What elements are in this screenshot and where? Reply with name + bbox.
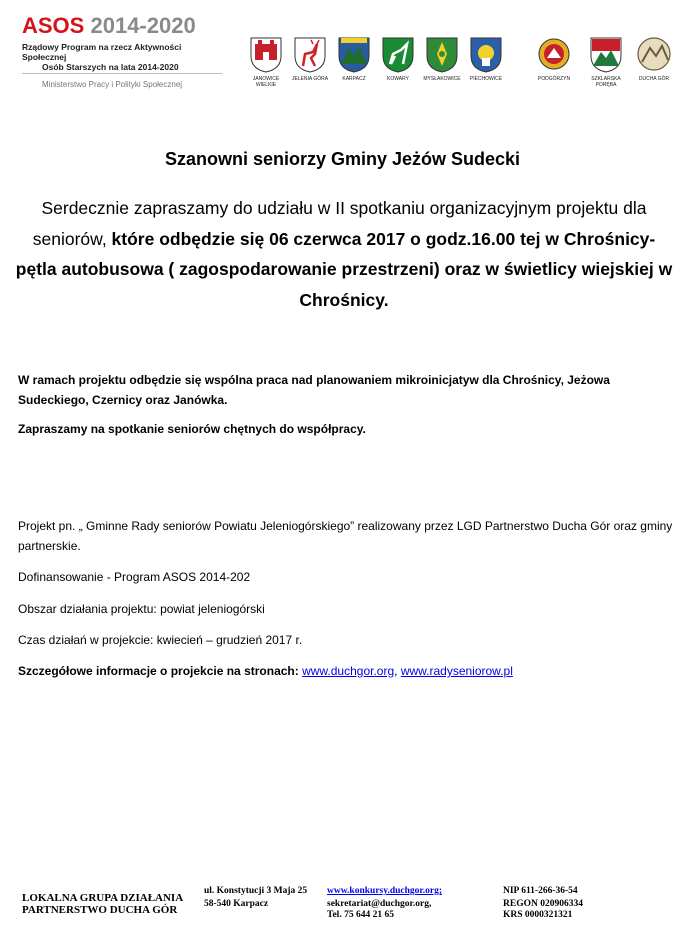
crest-label: PODGÓRZYN: [537, 76, 571, 82]
horse-shield-icon: [381, 36, 415, 74]
footer-regon: REGON 020906334: [503, 899, 583, 909]
crest-label: PIECHOWICE: [469, 76, 503, 82]
page-header: [0, 0, 685, 110]
area-info: Obszar działania projektu: powiat jeleniogórski: [18, 602, 265, 616]
crest-myslakowice: [420, 36, 464, 82]
page-title: Szanowni seniorzy Gminy Jeżów Sudecki: [164, 149, 521, 169]
crest-label: MYSŁAKOWICE: [423, 76, 461, 82]
crest-label: JELENIA GÓRA: [291, 76, 329, 82]
crest-label: SZKLARSKA PORĘBA: [591, 76, 621, 88]
asos-logo: [22, 14, 196, 38]
radyseniorow-link[interactable]: www.radyseniorow.pl: [400, 664, 513, 678]
footer-organization: [22, 892, 183, 916]
footer-nip: NIP 611-266-36-54: [503, 886, 578, 896]
asos-subtitle-line-1: Rządowy Program na rzecz Aktywności Społecznej: [22, 42, 182, 62]
details-info: [18, 661, 678, 681]
footer-phone: Tel. 75 644 21 65: [327, 910, 394, 920]
round-emblem-icon: [634, 36, 674, 74]
crest-ducha-gor: [632, 36, 676, 82]
crest-label: JANOWICE WIELKIE: [252, 76, 280, 88]
footer-org-line-1: LOKALNA GRUPA DZIAŁANIA: [22, 892, 184, 904]
details-label: Szczegółowe informacje o projekcie na stronach:: [18, 664, 303, 678]
time-info: Czas działań w projekcie: kwiecień – grudzień 2017 r.: [18, 633, 303, 647]
footer-krs: KRS 0000321321: [503, 910, 573, 920]
project-description: Projekt pn. „ Gminne Rady seniorów Powiatu Jeleniogórskiego” realizowany przez LGD Partnerstwo Ducha Gór oraz gminy partnerskie.: [18, 519, 673, 553]
crest-karpacz: [332, 36, 376, 82]
footer-address: [204, 886, 307, 910]
shield-icon: [469, 36, 503, 74]
invitation-normal: Serdecznie zapraszamy do udziału w II spotkaniu organizacyjnym projektu dla seniorów,: [32, 198, 647, 249]
crest-kowary: [376, 36, 420, 82]
shield-icon: [249, 36, 283, 74]
asos-years: 2014-2020: [90, 13, 196, 38]
divider: [22, 73, 222, 74]
asos-subtitle-line-2: Osób Starszych na lata 2014-2020: [42, 62, 179, 72]
asos-subtitle: [22, 42, 227, 72]
mountain-shield-icon: [337, 36, 371, 74]
shield-icon: [589, 36, 623, 74]
crest-label: KOWARY: [387, 76, 409, 82]
footer-street: ul. Konstytucji 3 Maja 25: [204, 886, 308, 896]
footer-email: sekretariat@duchgor.org,: [327, 899, 432, 909]
funding-info: Dofinansowanie - Program ASOS 2014-202: [18, 570, 251, 584]
project-scope-paragraph: W ramach projektu odbędzie się wspólna praca nad planowaniem mikroinicjatyw dla Chrośnicy, Jeżowa Sudeckiego, Czernicy oraz Janówka.: [18, 373, 610, 407]
footer-registry: [503, 886, 583, 921]
invitation-text: [14, 193, 674, 315]
invitation-paragraph: Zapraszamy na spotkanie seniorów chętnych do współpracy.: [18, 422, 366, 436]
link-separator: ,: [394, 664, 401, 678]
footer-org-line-2: PARTNERSTWO DUCHA GÓR: [22, 904, 178, 916]
crest-janowice-wielkie: [244, 36, 288, 88]
footer-city: 58-540 Karpacz: [204, 899, 269, 909]
crest-label: KARPACZ: [342, 76, 366, 82]
municipality-crests: [244, 36, 680, 106]
crest-podgorzyn: [532, 36, 576, 82]
round-emblem-icon: [537, 36, 571, 74]
crest-szklarska-poreba: [584, 36, 628, 88]
footer-contact: [327, 886, 442, 921]
asos-brand: ASOS: [22, 13, 85, 38]
footer-website-link[interactable]: www.konkursy.duchgor.org;: [327, 886, 442, 896]
duchgor-link[interactable]: www.duchgor.org: [302, 664, 395, 678]
crest-label: DUCHA GÓR: [638, 76, 670, 82]
shield-icon: [425, 36, 459, 74]
ministry-label: Ministerstwo Pracy i Polityki Społecznej: [42, 80, 183, 89]
page-footer: [0, 886, 685, 936]
crest-piechowice: [464, 36, 508, 82]
crest-jelenia-gora: [288, 36, 332, 82]
invitation-bold: które odbędzie się 06 czerwca 2017 o godz.16.00 tej w Chrośnicy- pętla autobusowa ( zagospodarowanie przestrzeni) oraz w świetlicy wiejskiej w Chrośnicy.: [15, 228, 673, 310]
deer-shield-icon: [293, 36, 327, 74]
